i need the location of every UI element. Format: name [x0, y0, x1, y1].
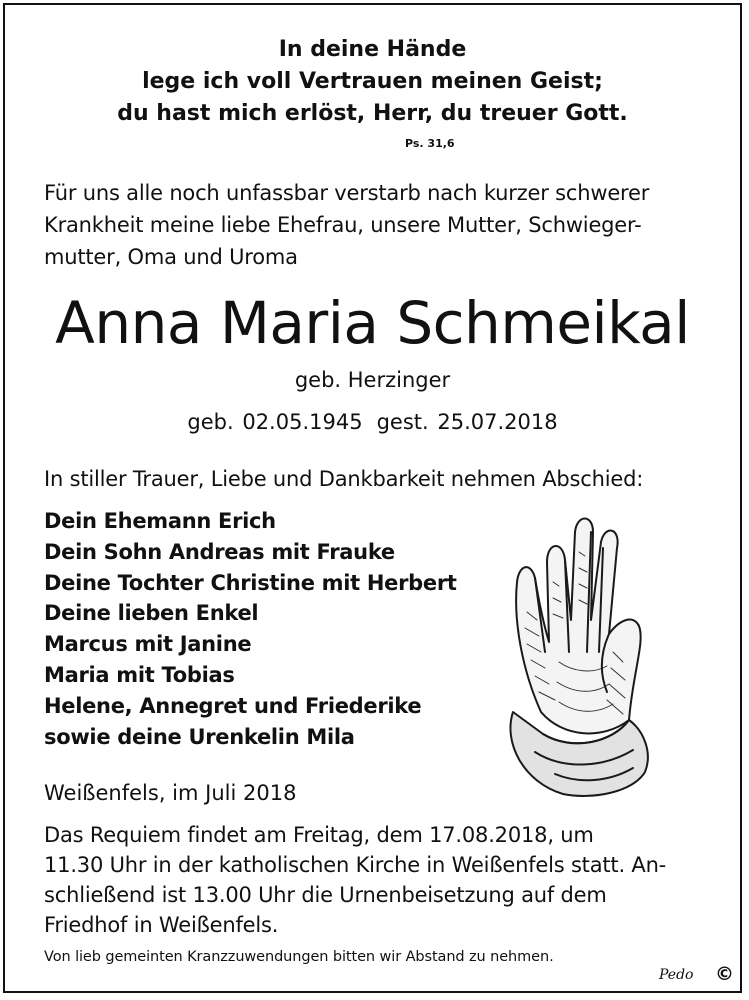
deceased-name: Anna Maria Schmeikal	[55, 289, 690, 357]
verse-line-1: In deine Hände	[278, 37, 467, 62]
requiem-text	[44, 820, 706, 940]
mourner-item: Dein Ehemann Erich	[44, 509, 276, 533]
requiem-line-3: schließend ist 13.00 Uhr die Urnenbeisetzung auf dem	[44, 883, 607, 907]
maiden-name: geb. Herzinger	[294, 368, 451, 392]
requiem-line-4: Friedhof in Weißenfels.	[44, 913, 279, 937]
copyright-icon: ©	[715, 963, 734, 985]
designer-signature: Pedo	[659, 967, 694, 983]
life-dates	[5, 407, 740, 437]
requiem-line-2: 11.30 Uhr in der katholischen Kirche in Weißenfels statt. An-	[44, 853, 667, 877]
mourner-item: Dein Sohn Andreas mit Frauke	[44, 539, 395, 564]
mourner-item: Deine lieben Enkel	[44, 601, 259, 626]
intro-line-2: Krankheit meine liebe Ehefrau, unsere Mutter, Schwieger-	[44, 213, 642, 237]
mourner-item: sowie deine Urenkelin Mila	[44, 724, 355, 749]
birth-date: geb. 02.05.1945	[187, 410, 363, 434]
death-date: gest. 25.07.2018	[376, 410, 558, 434]
intro-text	[44, 177, 724, 273]
mourners-list	[44, 506, 457, 752]
footnote: Von lieb gemeinten Kranzzuwendungen bitten wir Abstand zu nehmen.	[44, 949, 554, 965]
mourner-item: Deine Tochter Christine mit Herbert	[44, 570, 457, 595]
mourner-item: Maria mit Tobias	[44, 662, 235, 687]
intro-line-1: Für uns alle noch unfassbar verstarb nach kurzer schwerer	[44, 181, 650, 205]
mourner-item: Marcus mit Janine	[44, 632, 252, 657]
intro-line-3: mutter, Oma und Uroma	[44, 245, 298, 269]
verse-line-3: du hast mich erlöst, Herr, du treuer Gott.	[117, 101, 628, 126]
praying-hands-icon	[483, 502, 663, 802]
mourner-item: Helene, Annegret und Friederike	[44, 693, 422, 718]
verse-source: Ps. 31,6	[405, 137, 455, 150]
obituary-notice	[3, 3, 742, 993]
verse-line-2: lege ich voll Vertrauen meinen Geist;	[142, 69, 603, 94]
place-date: Weißenfels, im Juli 2018	[44, 781, 297, 805]
requiem-line-1: Das Requiem findet am Freitag, dem 17.08.2018, um	[44, 823, 594, 847]
mourning-line: In stiller Trauer, Liebe und Dankbarkeit nehmen Abschied:	[44, 467, 644, 491]
